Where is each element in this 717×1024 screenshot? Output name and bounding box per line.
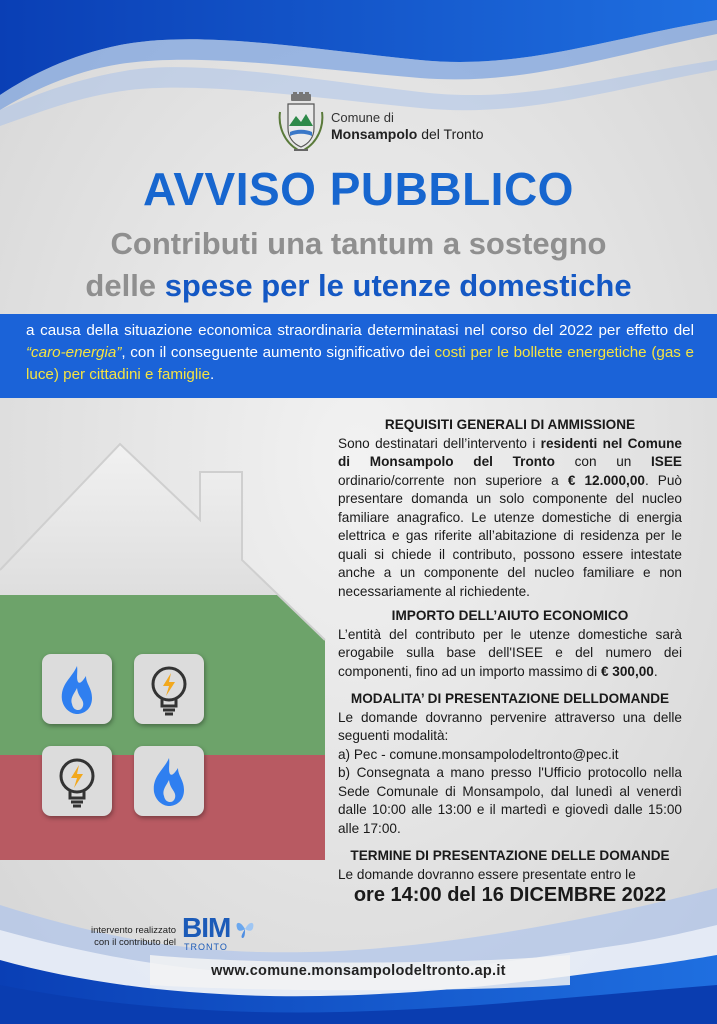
modalita-intro: Le domande dovranno pervenire attraverso una delle seguenti modalità: [338, 709, 682, 743]
bim-logo-sub: TRONTO [184, 942, 228, 952]
light-bulb-icon [134, 654, 204, 724]
comune-logo [274, 92, 484, 156]
subtitle-line2: delle spese per le utenze domestiche [85, 268, 632, 303]
comune-di-label: Comune di [331, 110, 394, 125]
notice-content [338, 416, 682, 905]
modalita-option-b: b) Consegnata a mano presso l'Ufficio protocollo nella Sede Comunale di Monsampolo, dal lunedì al venerdì dalle 10:00 alle 13:00 e il martedì e giovedì dalle 15:00 alle 17:00. [338, 765, 682, 836]
requisiti-text: Sono destinatari dell’intervento i residenti nel Comune di Monsampolo del Tronto con un ISEE ordinario/corrente non superiore a € 12.000,00. Può presentare domanda un solo componente del nucleo familiare anagrafico. Le utenze domestiche di energia elettrica e gas riferite all’abitazione di residenza per le quali si chiede il contributo, possono essere intestate anche a un componente del nucleo familiare e non necessariamente al richiedente. [338, 435, 682, 599]
importo-text: L’entità del contributo per le utenze domestiche sarà erogabile sulla base dell'ISEE e del numero dei componenti, fino ad un importo massimo di € 300,00. [338, 626, 682, 679]
comune-name: Monsampolo del Tronto [331, 126, 484, 142]
gas-flame-icon [42, 654, 112, 724]
requisiti-title: REQUISITI GENERALI DI AMMISSIONE [384, 417, 636, 432]
website-link[interactable]: www.comune.monsampolodeltronto.ap.it [211, 963, 506, 979]
butterfly-icon [234, 918, 256, 940]
bim-tronto-logo [182, 912, 262, 952]
deadline: ore 14:00 del 16 DICEMBRE 2022 [353, 884, 667, 906]
municipal-crest-icon [274, 92, 328, 156]
bim-logo-text: BIM [182, 912, 231, 943]
credit-text: intervento realizzato con il contributo del [90, 925, 176, 948]
gas-flame-icon [134, 746, 204, 816]
subtitle-line1: Contributi una tantum a sostegno [110, 226, 607, 261]
termine-text: Le domande dovranno essere presentate entro le [338, 866, 636, 882]
termine-title: TERMINE DI PRESENTAZIONE DELLE DOMANDE [350, 848, 670, 863]
modalita-option-a: a) Pec - comune.monsampolodeltronto@pec.it [338, 746, 619, 762]
page-title: AVVISO PUBBLICO [143, 163, 574, 215]
modalita-title: MODALITA’ DI PRESENTAZIONE DELLDOMANDE [350, 691, 670, 706]
light-bulb-icon [42, 746, 112, 816]
importo-title: IMPORTO DELL’AIUTO ECONOMICO [391, 608, 629, 623]
intro-band-text: a causa della situazione economica straordinaria determinatasi nel corso del 2022 per effetto del “caro-energia”, con il conseguente aumento significativo dei costi per le bollette energetiche (gas e luce) per cittadini e famiglie. [26, 322, 694, 383]
